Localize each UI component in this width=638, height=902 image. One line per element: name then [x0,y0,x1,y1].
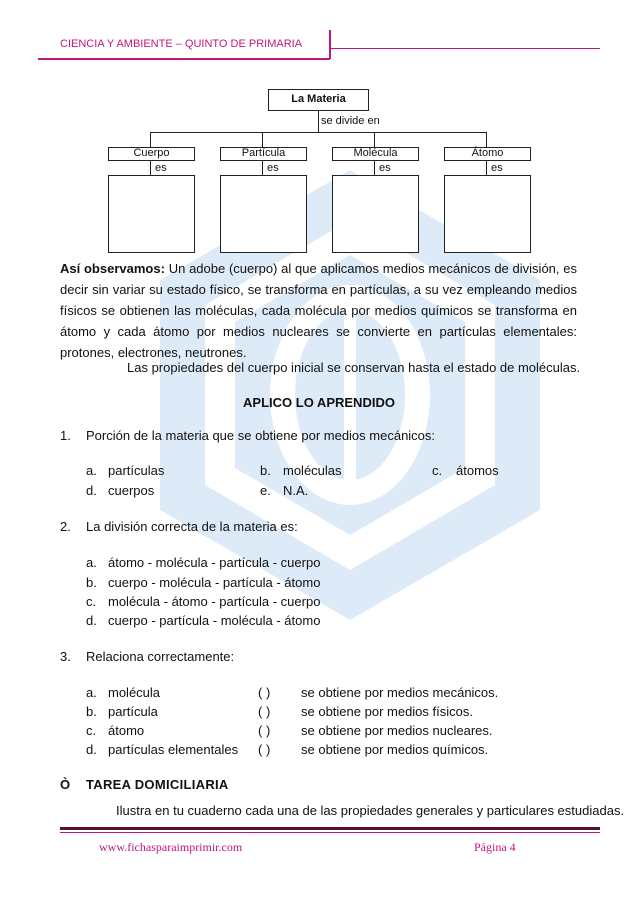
question-text: Porción de la materia que se obtiene por medios mecánicos: [86,428,436,443]
concept-root-link: se divide en [321,115,380,127]
header-line-right [330,48,600,49]
answer-box-atomo[interactable] [444,175,531,253]
concept-child-link: es [379,162,391,174]
question-number: 2. [60,519,71,534]
footer-page-number: Página 4 [474,840,516,854]
option-text[interactable]: átomo - molécula - partícula - cuerpo [108,555,321,570]
concept-child-label: Molécula [353,147,398,159]
concept-child-link: es [267,162,279,174]
pair-right: se obtiene por medios químicos. [301,742,489,757]
question-text: Relaciona correctamente: [86,649,235,664]
question-number: 3. [60,649,71,664]
option-text[interactable]: cuerpo - partícula - molécula - átomo [108,613,321,628]
homework-text: Ilustra en tu cuaderno cada una de las propiedades generales y particulares estudiadas. [116,803,625,818]
option-text[interactable]: moléculas [283,463,342,478]
pair-letter: c. [86,723,97,738]
pair-right: se obtiene por medios mecánicos. [301,685,499,700]
question-number: 1. [60,428,71,443]
concept-drop-4 [486,132,487,147]
answer-box-particula[interactable] [220,175,307,253]
observation-line-4: átomo y cada átomo por medios nucleares se convierte en partículas elementales: [60,324,577,339]
concept-child-link: es [155,162,167,174]
pair-answer-paren[interactable]: ( ) [258,685,271,700]
option-letter: d. [86,613,97,628]
answer-box-molecula[interactable] [332,175,419,253]
concept-child-stem [262,161,263,175]
homework-title: TAREA DOMICILIARIA [86,777,229,792]
option-letter: b. [260,463,271,478]
concept-child-stem [150,161,151,175]
pair-answer-paren[interactable]: ( ) [258,742,271,757]
pair-left: partícula [108,704,158,719]
header-line-left [38,58,330,60]
option-text[interactable]: partículas [108,463,165,478]
option-letter: a. [86,463,97,478]
question-text: La división correcta de la materia es: [86,519,298,534]
concept-root-label: La Materia [291,93,346,105]
option-letter: a. [86,555,97,570]
option-text[interactable]: átomos [456,463,499,478]
observation-line-5: protones, electrones, neutrones. [60,345,247,360]
header-title: CIENCIA Y AMBIENTE – QUINTO DE PRIMARIA [60,38,303,50]
pair-right: se obtiene por medios físicos. [301,704,473,719]
option-letter: d. [86,483,97,498]
option-letter: c. [432,463,443,478]
concept-child-label: Átomo [471,147,504,159]
observation-note: Las propiedades del cuerpo inicial se conservan hasta el estado de moléculas. [127,360,581,375]
homework-bullet: Ò [60,777,71,792]
concept-child-label: Partícula [241,147,286,159]
observation-line-2: decir sin variar su estado físico, se transforma en partículas, a su vez empleando medios [60,282,577,297]
observation-heading: Así observamos: [60,261,165,276]
observation-line-3: físicos se obtienen las moléculas, cada molécula por medios químicos se transforma en [60,303,577,318]
option-text[interactable]: cuerpo - molécula - partícula - átomo [108,575,321,590]
option-letter: c. [86,594,97,609]
concept-root-stem [318,111,319,133]
concept-drop-3 [374,132,375,147]
section-title: APLICO LO APRENDIDO [243,395,395,410]
concept-child-stem [486,161,487,175]
footer-line-thin [60,832,600,833]
pair-answer-paren[interactable]: ( ) [258,723,271,738]
concept-branch-bar [150,132,487,133]
option-text[interactable]: molécula - átomo - partícula - cuerpo [108,594,321,609]
pair-letter: a. [86,685,97,700]
pair-letter: d. [86,742,97,757]
concept-child-label: Cuerpo [133,147,170,159]
option-letter: b. [86,575,97,590]
pair-left: molécula [108,685,161,700]
option-letter: e. [260,483,271,498]
concept-drop-1 [150,132,151,147]
pair-left: partículas elementales [108,742,239,757]
concept-drop-2 [262,132,263,147]
footer-url-link[interactable]: www.fichasparaimprimir.com [99,840,243,854]
pair-answer-paren[interactable]: ( ) [258,704,271,719]
header-line-step [329,30,331,59]
observation-line-1 [60,258,577,279]
pair-letter: b. [86,704,97,719]
concept-child-link: es [491,162,503,174]
concept-child-stem [374,161,375,175]
option-text[interactable]: cuerpos [108,483,155,498]
pair-left: átomo [108,723,145,738]
pair-right: se obtiene por medios nucleares. [301,723,493,738]
observation-text: Un adobe (cuerpo) al que aplicamos medios mecánicos de división, es [168,261,577,276]
answer-box-cuerpo[interactable] [108,175,195,253]
footer-line-thick [60,827,600,830]
option-text[interactable]: N.A. [283,483,309,498]
